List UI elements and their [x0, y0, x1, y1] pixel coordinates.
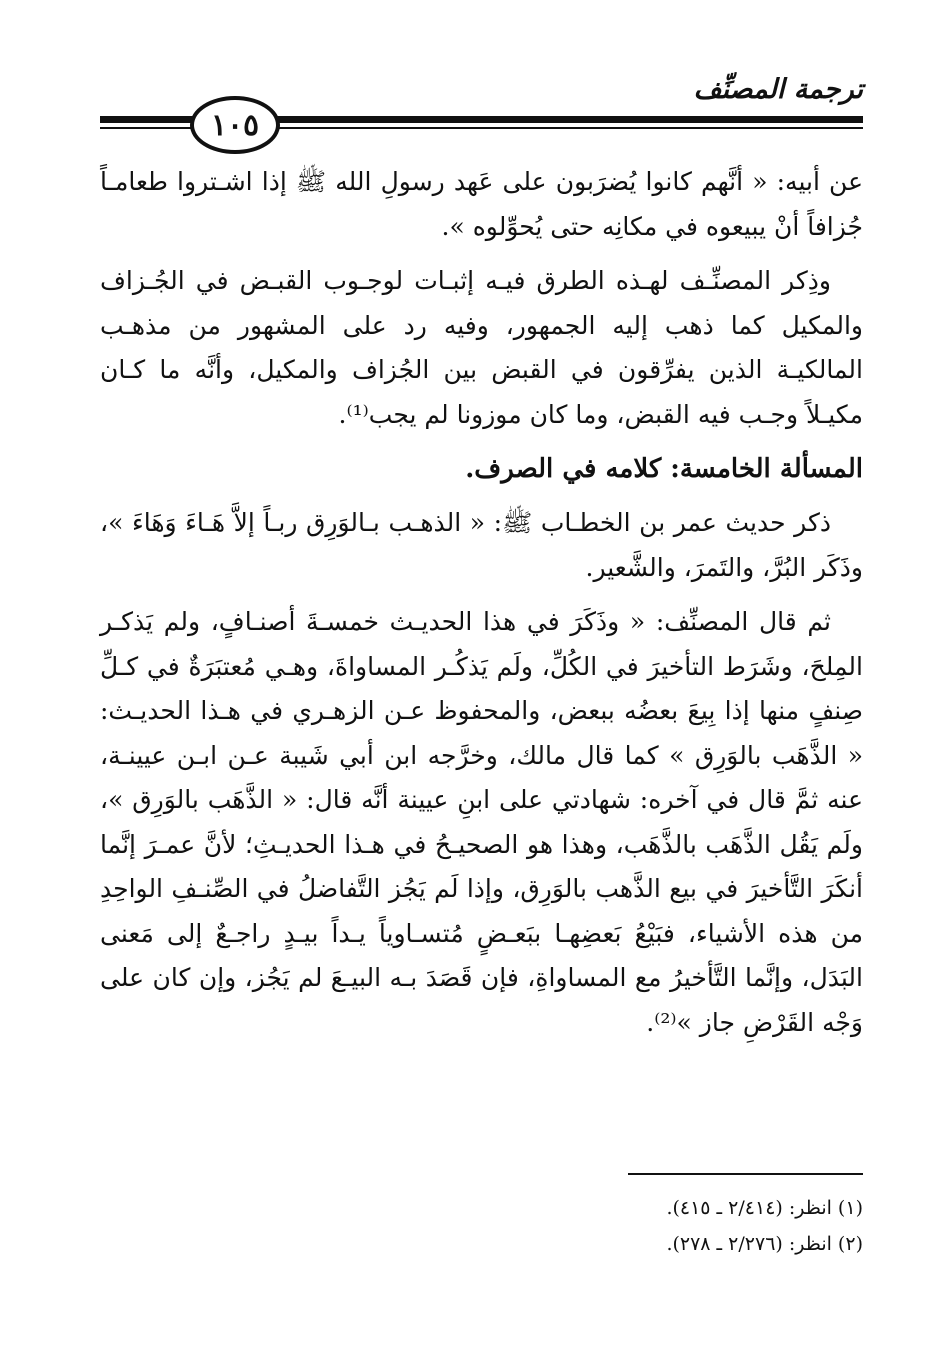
paragraph-4: ثم قال المصنِّف: « وذَكَرَ في هذا الحديـث خمسـةَ أصنـافٍ، ولم يَذكـر المِلحَ، وشَرَط التأخيرَ في الكُلِّ، ولَم يَذكُـر المساواةَ، وهـي مُعتبَرَةٌ في كـلِّ صِنفٍ منها إذا بِيعَ بعضُه ببعض، والمحفوظ عـن الزهـري في هـذا الحديـث: « الذَّهَب بالوَرِق » كما قال مالك، وخرَّجه ابن أبي شَيبة عـن ابـن عيينـة، عنه ثمَّ قال في آخره: شهادتي على ابنِ عيينة أنَّه قال: « الذَّهَب بالوَرِق »، ولَم يَقُل الذَّهَب بالذَّهَب، وهذا هو الصحيـحُ في هـذا الحديـثِ؛ لأنَّ عمـرَ إنَّما أنكَرَ التَّأخيرَ في بيع الذَّهب بالوَرِق، وإذا لَم يَجُز التَّفاضلُ في الصِّنـفِ الواحِدِ من هذه الأشياء، فبَيْعُ بَعضِهـا ببَعـضٍ مُتسـاوياً يـداً بيـدٍ راجـعٌ إلى مَعنى البَدَل، وإنَّما التَّأخيرُ مع المساواةِ، فإن قَصَدَ بـه البيـعَ لم يَجُز، وإن كان على وَجْه القَرْضِ جاز »⁽²⁾. — [100, 607, 864, 1037]
footnotes — [100, 1190, 863, 1262]
running-head: ترجمة المصنِّف — [693, 74, 863, 105]
footnote-2: (٢) انظر: (٢/٢٧٦ ـ ٢٧٨). — [666, 1233, 863, 1255]
paragraph-1: عن أبيه: « أنَّهم كانوا يُضرَبون على عَهد رسولِ الله ﷺ إذا اشـتروا طعامـاً جُزافاً أنْ يبيعوه في مكانِه حتى يُحوِّلوه ». — [100, 167, 863, 241]
paragraph-2: وذِكر المصنِّـف لهـذه الطرق فيـه إثبـات لوجـوب القبـض في الجُـزاف والمكيل كما ذهب إليه الجمهور، وفيه رد على المشهور من مذهـب المالكيـة الذين يفرِّقون في القبض بين الجُزاف والمكيل، وأنَّه ما كـان مكيـلاً وجـب فيه القبض، وما كان موزونا لم يجب⁽¹⁾. — [100, 266, 863, 429]
footnote-separator — [628, 1173, 863, 1175]
main-text — [100, 160, 863, 1055]
footnote-1: (١) انظر: (٢/٤١٤ ـ ٤١٥). — [666, 1197, 863, 1219]
paragraph-3: ذكر حديث عمر بن الخطـاب ﷺ: « الذهـب بـالوَرِق ربـاً إلاَّ هَـاءَ وَهَاءَ »، وذَكَر البُرَّ، والتَمرَ، والشَّعير. — [100, 508, 863, 582]
page-number: ١٠٥ — [190, 96, 280, 154]
section-heading: المسألة الخامسة: كلامه في الصرف. — [465, 454, 863, 484]
